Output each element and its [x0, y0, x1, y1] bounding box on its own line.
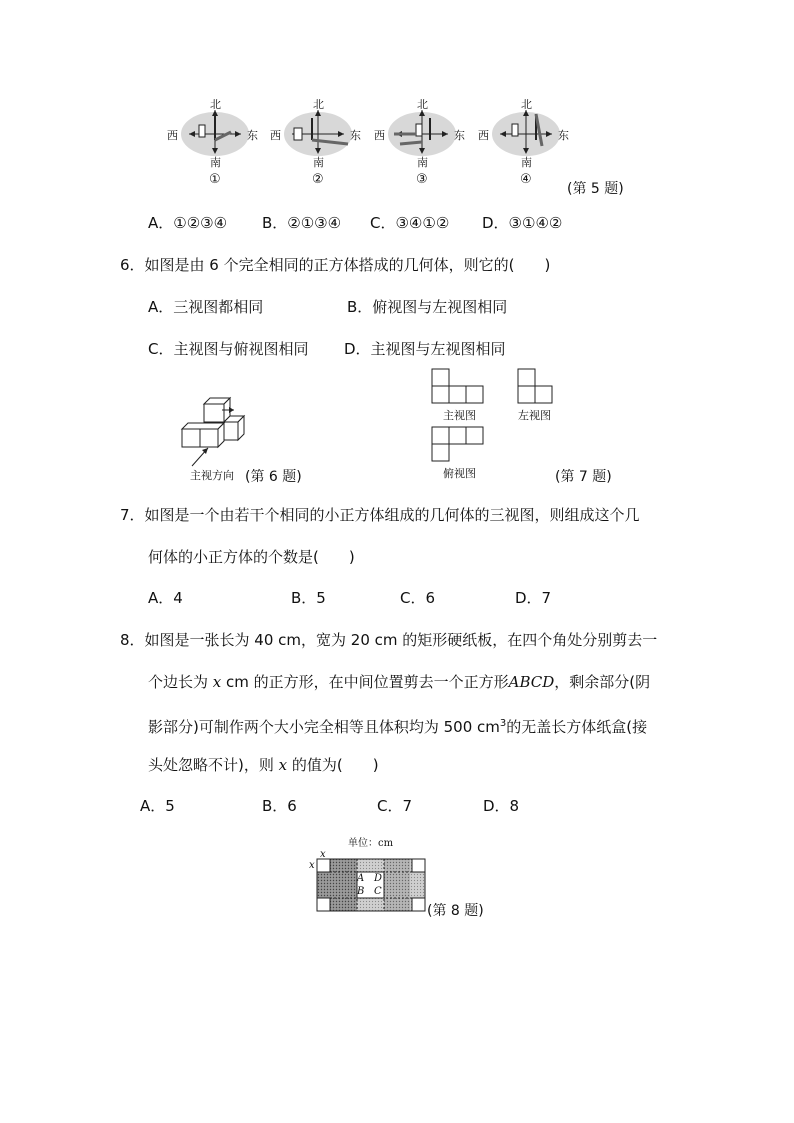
q7-left-label: 左视图 [518, 409, 551, 422]
q8-line-4-b: 的值为( ) [287, 756, 379, 774]
q8-line-3-b: 的无盖长方体纸盒(接 [506, 718, 648, 736]
q8-point-c: C [374, 886, 382, 897]
compass-east-1: 东 [247, 129, 258, 142]
q6-stem: 6．如图是由 6 个完全相同的正方体搭成的几何体，则它的( ) [120, 256, 551, 274]
q8-line-4-a: 头处忽略不计)，则 [148, 756, 279, 774]
q8-point-b: B [357, 886, 365, 897]
compass-west-3: 西 [374, 129, 385, 142]
q7-top-view [432, 427, 492, 463]
compass-south-1: 南 [210, 156, 221, 169]
q6-caption: (第 6 题) [245, 469, 302, 485]
q8-option-b: B．6 [262, 797, 297, 815]
q8-point-d: D [374, 873, 383, 884]
compass-south-3: 南 [417, 156, 428, 169]
q8-line-2 [148, 672, 650, 692]
compass-figure-3 [372, 96, 472, 192]
compass-north-4: 北 [521, 98, 532, 111]
q5-option-b: B．②①③④ [262, 214, 342, 232]
q7-option-a: A．4 [148, 589, 183, 607]
q7-option-c: C．6 [400, 589, 436, 607]
q5-option-d: D．③①④② [482, 214, 563, 232]
q5-option-a: A．①②③④ [148, 214, 228, 232]
q6-option-d: D．主视图与左视图相同 [344, 340, 506, 358]
compass-north-2: 北 [313, 98, 324, 111]
compass-figure-4 [476, 96, 576, 192]
compass-number-1: ① [209, 172, 221, 187]
q8-x-label-top: x [320, 849, 326, 860]
q7-front-label: 主视图 [443, 409, 476, 422]
q8-cardboard-diagram [305, 852, 425, 912]
q5-option-c: C．③④①② [370, 214, 450, 232]
q7-stem-line-1: 7．如图是一个由若干个相同的小正方体组成的几何体的三视图，则组成这个几 [120, 506, 640, 524]
q6-arrow-label: 主视方向 [190, 469, 234, 482]
q6-option-b: B．俯视图与左视图相同 [347, 298, 508, 316]
q7-option-b: B．5 [291, 589, 326, 607]
q5-caption: (第 5 题) [567, 181, 624, 197]
compass-west-2: 西 [270, 129, 281, 142]
compass-north-3: 北 [417, 98, 428, 111]
q7-left-view [518, 369, 558, 405]
compass-number-3: ③ [416, 172, 428, 187]
q8-superscript: 3 [499, 718, 507, 729]
q6-option-a: A．三视图都相同 [148, 298, 264, 316]
q8-line-4 [148, 755, 379, 775]
compass-west-1: 西 [167, 129, 178, 142]
compass-south-4: 南 [521, 156, 532, 169]
q8-option-a: A．5 [140, 797, 175, 815]
q7-stem-line-2: 何体的小正方体的个数是( ) [148, 548, 355, 566]
q8-option-c: C．7 [377, 797, 413, 815]
q8-line-2-a: 个边长为 [148, 673, 213, 691]
q8-line-1: 8．如图是一张长为 40 cm，宽为 20 cm 的矩形硬纸板，在四个角处分别剪去一 [120, 631, 658, 649]
compass-east-4: 东 [558, 129, 569, 142]
q8-abcd: ABCD [508, 673, 555, 691]
q8-option-d: D．8 [483, 797, 520, 815]
q7-front-view [432, 369, 492, 405]
q8-var-x-2: x [278, 756, 288, 774]
compass-east-3: 东 [454, 129, 465, 142]
q8-caption: (第 8 题) [427, 903, 484, 919]
q7-caption: (第 7 题) [555, 469, 612, 485]
compass-north-1: 北 [210, 98, 221, 111]
q6-option-c: C．主视图与俯视图相同 [148, 340, 309, 358]
compass-figure-2 [268, 96, 368, 192]
q8-line-3 [148, 714, 647, 737]
q8-line-2-c: ，剩余部分(阴 [554, 673, 651, 691]
q8-var-x-1: x [212, 673, 222, 691]
compass-east-2: 东 [350, 129, 361, 142]
q7-option-d: D．7 [515, 589, 552, 607]
compass-figure-1 [165, 96, 265, 192]
q8-line-2-b: cm 的正方形，在中间位置剪去一个正方形 [221, 673, 509, 691]
q8-line-3-a: 影部分)可制作两个大小完全相等且体积均为 500 cm [148, 718, 500, 736]
q8-unit-label: 单位：cm [348, 838, 394, 849]
q7-top-label: 俯视图 [443, 467, 476, 480]
q8-x-label-side: x [309, 860, 315, 871]
compass-number-2: ② [312, 172, 324, 187]
compass-south-2: 南 [313, 156, 324, 169]
compass-number-4: ④ [520, 172, 532, 187]
q8-point-a: A [357, 873, 365, 884]
compass-west-4: 西 [478, 129, 489, 142]
